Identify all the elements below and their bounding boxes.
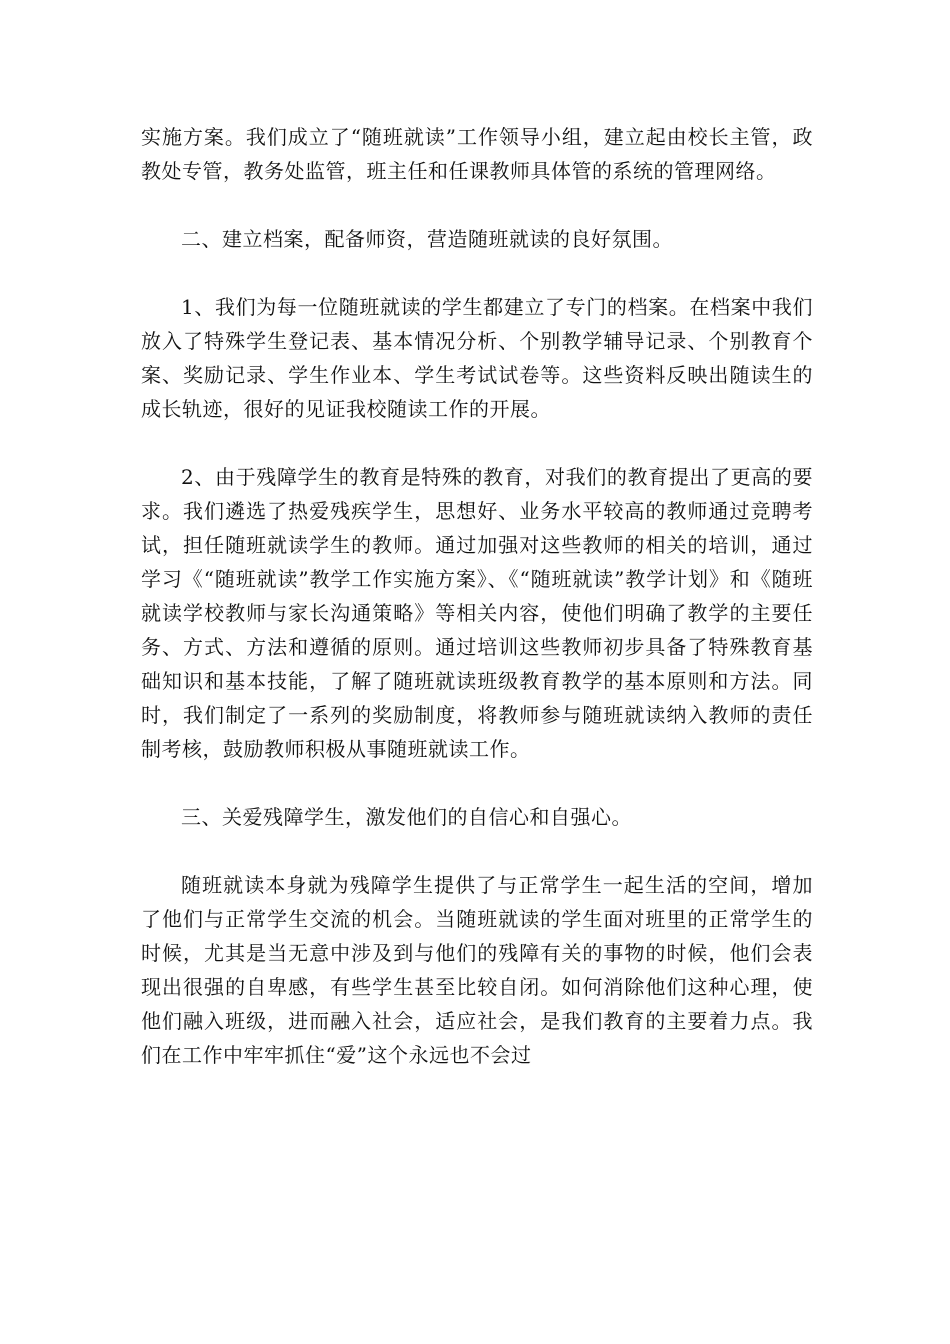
- document-body: [141, 120, 813, 1106]
- section-heading-two: 二、建立档案，配备师资，营造随班就读的良好氛围。: [181, 227, 673, 251]
- paragraph-teachers: 2、由于残障学生的教育是特殊的教育，对我们的教育提出了更高的要求。我们遴选了热爱残疾学生，思想好、业务水平较高的教师通过竞聘考试，担任随班就读学生的教师。通过加强对这些教师的相关的培训，通过学习《“随班就读”教学工作实施方案》、《“随班就读”教学计划》和《随班就读学校教师与家长沟通策略》等相关内容，使他们明确了教学的主要任务、方式、方法和遵循的原则。通过培训这些教师初步具备了特殊教育基础知识和基本技能，了解了随班就读班级教育教学的基本原则和方法。同时，我们制定了一系列的奖励制度，将教师参与随班就读纳入教师的责任制考核，鼓励教师积极从事随班就读工作。: [141, 465, 813, 761]
- paragraph-care: 随班就读本身就为残障学生提供了与正常学生一起生活的空间，增加了他们与正常学生交流的机会。当随班就读的学生面对班里的正常学生的时候，尤其是当无意中涉及到与他们的残障有关的事物的时候，他们会表现出很强的自卑感，有些学生甚至比较自闭。如何消除他们这种心理，使他们融入班级，进而融入社会，适应社会，是我们教育的主要着力点。我们在工作中牢牢抓住“爱”这个永远也不会过: [141, 873, 813, 1067]
- paragraph-archives: 1、我们为每一位随班就读的学生都建立了专门的档案。在档案中我们放入了特殊学生登记表、基本情况分析、个别教学辅导记录、个别教育个案、奖励记录、学生作业本、学生考试试卷等。这些资料反映出随读生的成长轨迹，很好的见证我校随读工作的开展。: [141, 295, 813, 421]
- section-heading-three: 三、关爱残障学生，激发他们的自信心和自强心。: [181, 805, 632, 829]
- paragraph-continuation: 实施方案。我们成立了“随班就读”工作领导小组，建立起由校长主管，政教处专管，教务处监管，班主任和任课教师具体管的系统的管理网络。: [141, 125, 813, 183]
